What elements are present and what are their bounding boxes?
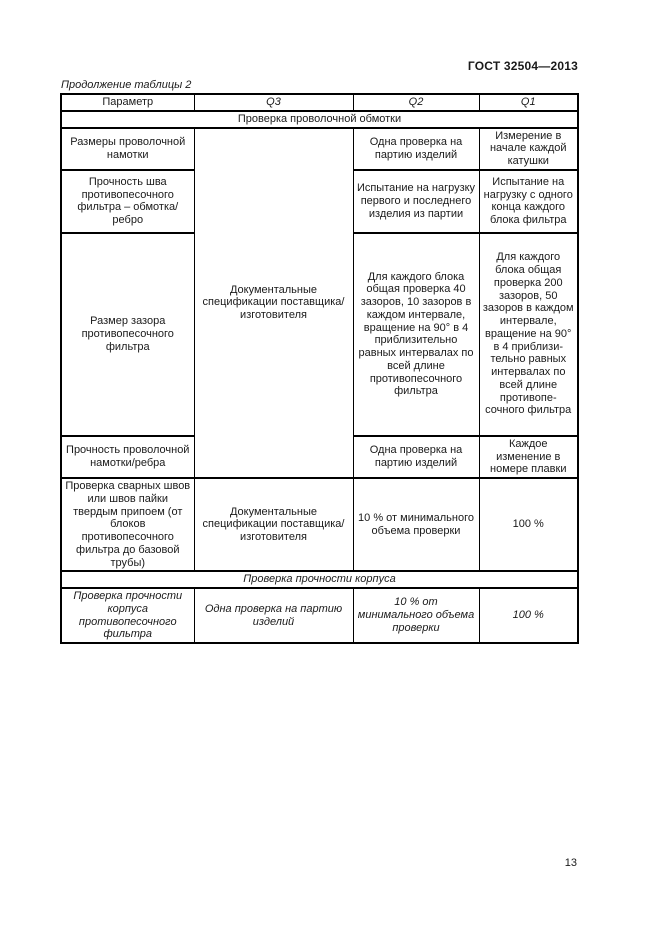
cell-q2: 10 % от минимального объема проверки <box>353 588 479 643</box>
cell-q2: Одна проверка на партию изделий <box>353 436 479 478</box>
col-header-parameter: Параметр <box>61 94 194 111</box>
cell-parameter: Проверка прочности корпуса противопесочного фильтра <box>61 588 194 643</box>
cell-parameter: Размер зазора противопесочного фильтра <box>61 233 194 436</box>
cell-q1: Для каждого блока общая проверка 200 зазоров, 50 зазоров в каждом интервале, вращение на 90° в 4 приблизительно равных интервалах по всей длине противопесочного фильтра <box>479 233 578 436</box>
col-header-q2: Q2 <box>353 94 479 111</box>
cell-q3-merged: Документальные спецификации поставщика/​изготовителя <box>194 128 353 479</box>
section-title: Проверка проволочной обмотки <box>61 111 578 128</box>
section-row-wire-winding <box>61 111 578 128</box>
table-header-row <box>61 94 578 111</box>
cell-q2: Одна проверка на партию изделий <box>353 128 479 170</box>
cell-parameter: Размеры проволочной намотки <box>61 128 194 170</box>
cell-q3: Документальные спецификации поставщика/​изготовителя <box>194 478 353 571</box>
cell-q1: Испытание на нагрузку с одного конца каждого блока фильтра <box>479 170 578 233</box>
standard-code: ГОСТ 32504—2013 <box>467 59 578 73</box>
cell-q1: 100 % <box>479 478 578 571</box>
cell-parameter: Проверка сварных швов или швов пайки твердым припоем (от блоков противопесочного фильтра до базовой трубы) <box>61 478 194 571</box>
cell-parameter: Прочность проволочной намотки/ребра <box>61 436 194 478</box>
table-row <box>61 478 578 571</box>
cell-q2: Для каждого блока общая проверка 40 зазоров, 10 зазоров в каждом интервале, вращение на 90° в 4 приблизительно равных интервалах по всей длине противопесочного фильтра <box>353 233 479 436</box>
inspection-schedule-table <box>60 93 579 644</box>
section-title: Проверка прочности корпуса <box>61 571 578 588</box>
cell-q3: Одна проверка на партию изделий <box>194 588 353 643</box>
cell-parameter: Прочность шва противопесочного фильтра – обмотка/ребро <box>61 170 194 233</box>
page-number: 13 <box>564 857 577 869</box>
col-header-q3: Q3 <box>194 94 353 111</box>
table-caption: Продолжение таблицы 2 <box>61 79 192 91</box>
cell-q1: Измерение в начале каждой катушки <box>479 128 578 170</box>
col-header-q1: Q1 <box>479 94 578 111</box>
cell-q1: Каждое изменение в номере плавки <box>479 436 578 478</box>
cell-q2: Испытание на нагрузку первого и последнего изделия из партии <box>353 170 479 233</box>
cell-q1: 100 % <box>479 588 578 643</box>
section-row-body-strength <box>61 571 578 588</box>
table-row <box>61 588 578 643</box>
cell-q2: 10 % от минимального объема проверки <box>353 478 479 571</box>
table-row <box>61 128 578 170</box>
